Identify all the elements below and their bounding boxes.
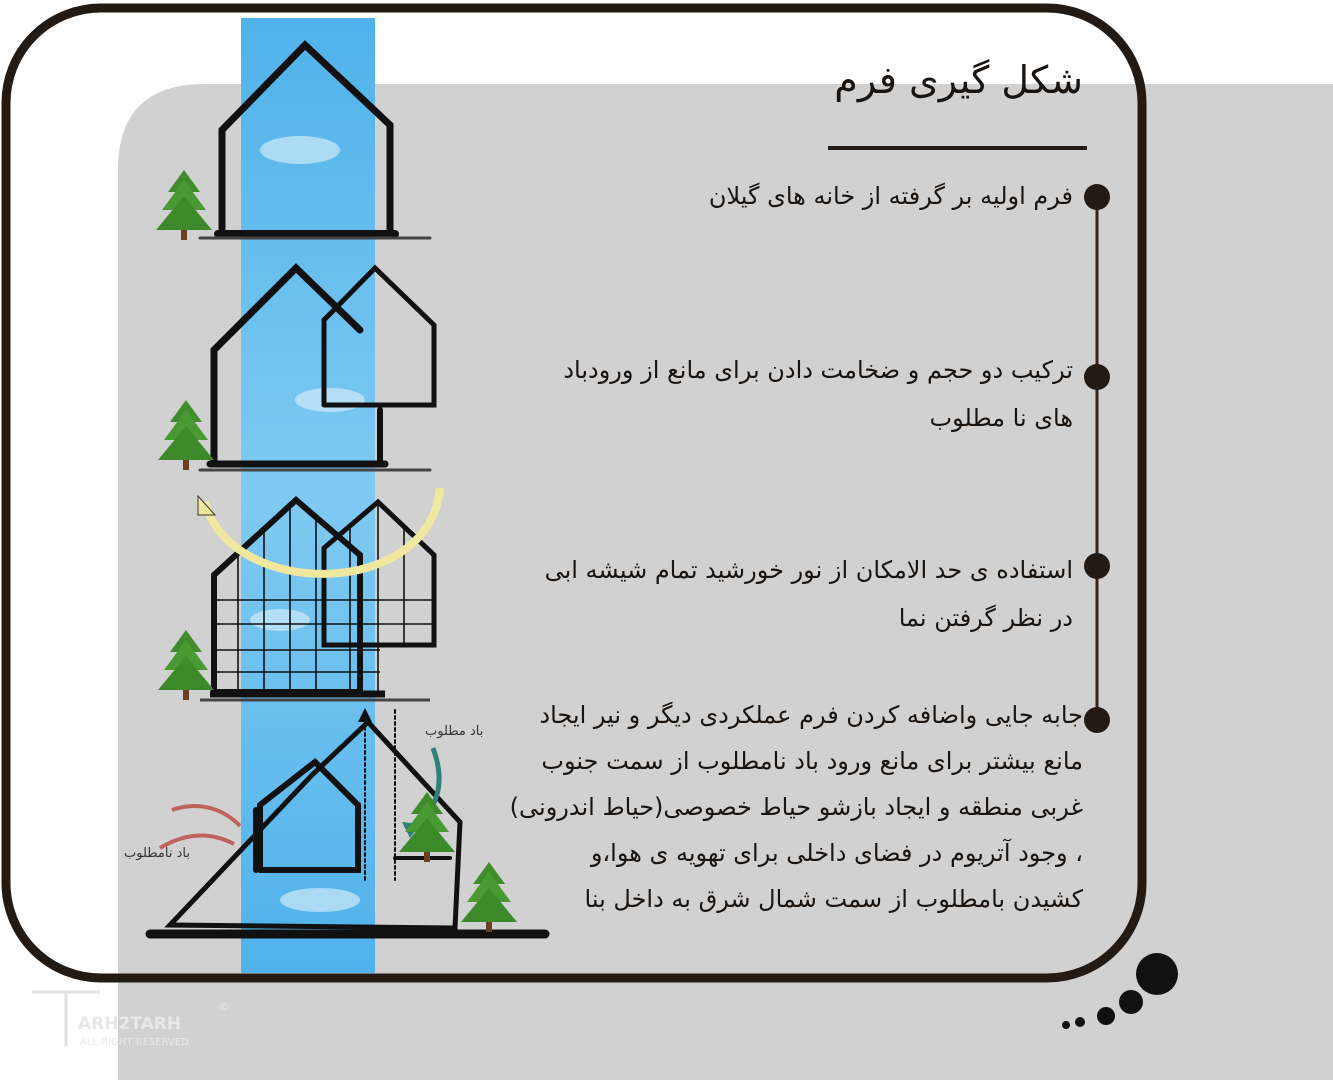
timeline-dot [1084, 553, 1110, 579]
step-line: ترکیب دو حجم و ضخامت دادن برای مانع از ورودباد [563, 356, 1073, 384]
watermark-brand: ARH2TARH [78, 1014, 182, 1034]
copyright-icon: © [219, 1002, 229, 1013]
desired-wind-label: باد مطلوب [425, 724, 484, 739]
step-1-text [709, 172, 1073, 220]
step-line: های نا مطلوب [929, 404, 1073, 432]
step-line: استفاده ی حد الامکان از نور خورشید تمام شیشه ابی [544, 556, 1073, 584]
step-3-text [545, 546, 1073, 642]
step-line: جابه جایی واضافه کردن فرم عملکردی دیگر و نیر ایجاد [539, 701, 1083, 729]
timeline-dot [1084, 184, 1110, 210]
step-line: مانع بیشتر برای مانع ورود باد نامطلوب از سمت جنوب [541, 747, 1083, 775]
step-line: غربی منطقه و ایجاد بازشو حیاط خصوصی(حیاط اندرونی) [509, 793, 1083, 821]
step-line: ، وجود آتریوم در فضای داخلی برای تهویه ی هوا،و [590, 839, 1083, 867]
undesired-wind-label: باد نامطلوب [124, 846, 190, 861]
watermark-rights: ALL RIGHT RESERVED [80, 1037, 189, 1048]
step-2-text [563, 346, 1073, 442]
step-line: در نظر گرفتن نما [898, 604, 1073, 632]
timeline-dot [1084, 364, 1110, 390]
step-line: فرم اولیه بر گرفته از خانه های گیلان [708, 182, 1073, 210]
timeline-dot [1084, 707, 1110, 733]
step-4-text [510, 692, 1083, 922]
step-line: کشیدن بامطلوب از سمت شمال شرق به داخل بنا [584, 885, 1083, 913]
page-title: شکل گیری فرم [834, 58, 1083, 102]
